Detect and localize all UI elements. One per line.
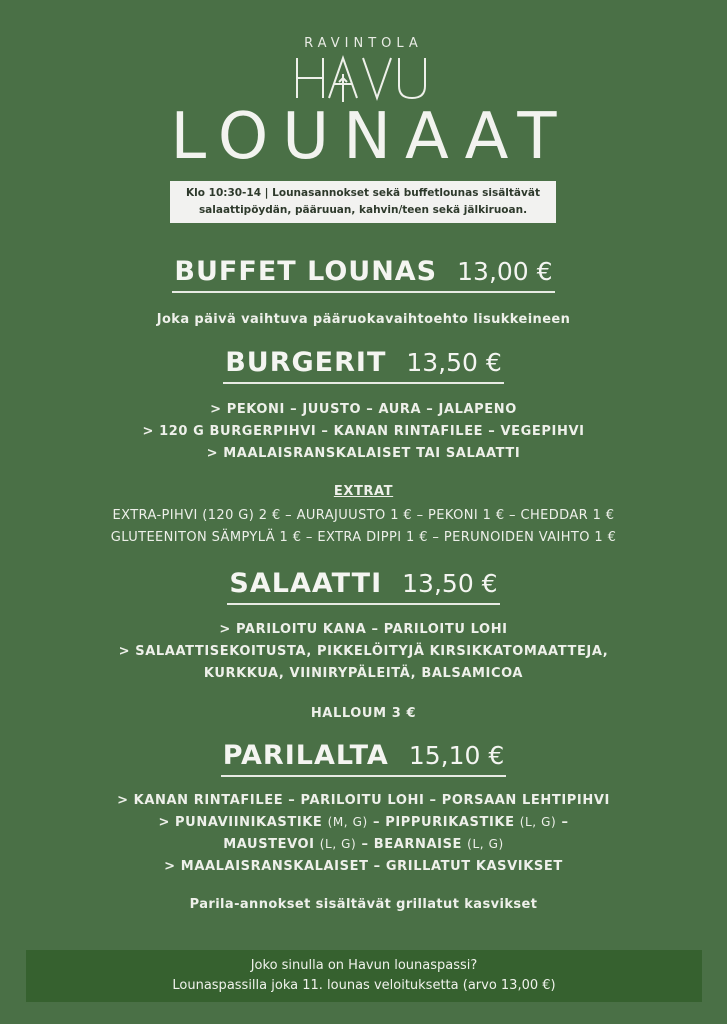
section-name: BURGERIT [225, 347, 387, 378]
section-price: 15,10 € [408, 741, 505, 770]
section-name: BUFFET LOUNAS [174, 256, 438, 287]
section-price: 13,50 € [406, 348, 502, 377]
diet-tag: (L, G) [467, 837, 504, 851]
salaatti-extra: HALLOUM 3 € [310, 706, 417, 721]
parilalta-note: Parila-annokset sisältävät grillatut kasvikset [189, 897, 538, 912]
lounaspassi-banner [26, 950, 702, 1002]
section-price: 13,50 € [402, 569, 498, 598]
extrat-title: EXTRAT [333, 484, 394, 499]
section-name: PARILALTA [222, 740, 389, 771]
sauce-name: BEARNAISE [373, 837, 463, 852]
page-title: LOUNAAT [170, 100, 571, 174]
menu-line: > PARILOITU KANA – PARILOITU LOHI [219, 622, 508, 637]
diet-tag: (L, G) [319, 837, 357, 851]
sauce-name: PIPPURIKASTIKE [385, 815, 515, 830]
menu-line-sauces [0, 837, 727, 852]
section-price: 13,00 € [457, 257, 553, 286]
separator: – [372, 815, 381, 830]
separator: – [361, 837, 369, 852]
buffet-description: Joka päivä vaihtuva pääruokavaihtoehto lisukkeineen [156, 312, 571, 327]
diet-tag: (L, G) [519, 815, 557, 829]
extra-line: GLUTEENITON SÄMPYLÄ 1 € – EXTRA DIPPI 1 € – PERUNOIDEN VAIHTO 1 € [110, 530, 617, 545]
havu-logo [0, 52, 727, 104]
diet-tag: (M, G) [327, 815, 368, 829]
menu-line: > MAALAISRANSKALAISET TAI SALAATTI [206, 446, 521, 461]
menu-line: > SALAATTISEKOITUSTA, PIKKELÖITYJÄ KIRSIKKATOMAATTEJA, [118, 644, 609, 659]
info-line: salaattipöydän, pääruuan, kahvin/teen sekä jälkiruoan. [198, 204, 528, 216]
section-name: SALAATTI [229, 568, 383, 599]
burgerit-heading [0, 347, 727, 384]
salaatti-heading [0, 568, 727, 605]
menu-line-sauces [0, 815, 727, 830]
info-line: Klo 10:30-14 | Lounasannokset sekä buffetlounas sisältävät [186, 187, 540, 199]
banner-line: Joko sinulla on Havun lounaspassi? [250, 958, 478, 973]
menu-line: > KANAN RINTAFILEE – PARILOITU LOHI – PORSAAN LEHTIPIHVI [117, 793, 610, 808]
menu-line: > 120 G BURGERPIHVI – KANAN RINTAFILEE – VEGEPIHVI [142, 424, 585, 439]
sauce-name: > PUNAVIINIKASTIKE [158, 815, 323, 830]
buffet-heading [0, 256, 727, 293]
extra-line: EXTRA-PIHVI (120 G) 2 € – AURAJUUSTO 1 € – PEKONI 1 € – CHEDDAR 1 € [112, 508, 615, 523]
parilalta-heading [0, 740, 727, 777]
menu-line: KURKKUA, VIINIRYPÄLEITÄ, BALSAMICOA [203, 666, 524, 681]
brand-subtitle: RAVINTOLA [304, 36, 423, 51]
opening-hours-box [170, 181, 556, 223]
sauce-name: MAUSTEVOI [223, 837, 315, 852]
menu-line: > MAALAISRANSKALAISET – GRILLATUT KASVIKSET [164, 859, 563, 874]
banner-line: Lounaspassilla joka 11. lounas veloituksetta (arvo 13,00 €) [172, 978, 556, 993]
separator: – [561, 815, 569, 830]
menu-line: > PEKONI – JUUSTO – AURA – JALAPENO [210, 402, 517, 417]
